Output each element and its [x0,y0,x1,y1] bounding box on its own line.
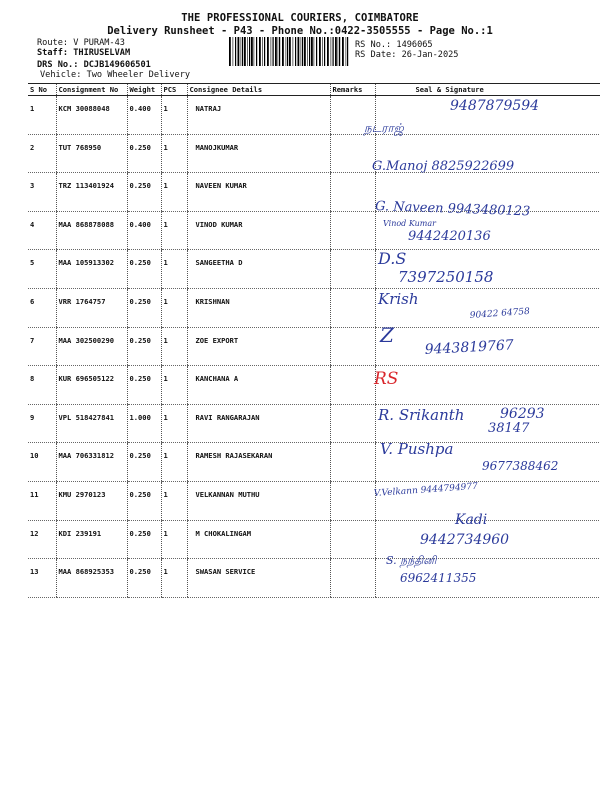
row-consignment: MAA 105913302 [56,250,127,289]
row-sno: 9 [28,404,56,443]
row-pcs: 1 [161,520,187,559]
row-remarks [330,559,375,598]
row-consignee: ZOE EXPORT [187,327,330,366]
handwriting-row12-phone: 9442734960 [420,532,510,548]
handwriting-row1-name: நடராஜ் [364,121,404,135]
vehicle-label: Vehicle: Two Wheeler Delivery [40,70,191,80]
row-sno: 5 [28,250,56,289]
col-pcs: PCS [161,84,187,96]
row-signature-cell [375,404,600,443]
table-row [28,366,600,405]
row-signature-cell [375,134,600,173]
row-consignment: MAA 302500290 [56,327,127,366]
table-row [28,96,600,135]
row-pcs: 1 [161,404,187,443]
row-sno: 4 [28,211,56,250]
route-label: Route: V PURAM-43 [37,38,125,48]
table-row [28,520,600,559]
handwriting-row9-name: R. Srikanth [378,406,465,424]
row-pcs: 1 [161,173,187,212]
row-sno: 12 [28,520,56,559]
row-signature-cell [375,366,600,405]
handwriting-row7-phone: 9443819767 [424,337,515,358]
row-pcs: 1 [161,288,187,327]
row-weight: 0.250 [127,366,161,405]
row-remarks [330,250,375,289]
row-remarks [330,211,375,250]
row-pcs: 1 [161,559,187,598]
row-signature-cell [375,327,600,366]
row-weight: 0.250 [127,520,161,559]
row-signature-cell [375,481,600,520]
col-remarks: Remarks [330,84,375,96]
handwriting-row13-name: S. நந்தினி [386,554,437,567]
handwriting-row2: G.Manoj 8825922699 [372,159,515,174]
row-remarks [330,173,375,212]
row-consignee: KRISHNAN [187,288,330,327]
table-header-row [28,84,600,96]
table-row [28,134,600,173]
handwriting-row6-phone: 90422 64758 [469,306,531,321]
table-row [28,288,600,327]
row-weight: 0.250 [127,327,161,366]
handwriting-row9-phone-a: 96293 [500,406,545,422]
row-consignee: SWASAN SERVICE [187,559,330,598]
row-weight: 0.250 [127,288,161,327]
drs-number: DRS No.: DCJB149606501 [37,60,151,70]
row-signature-cell [375,443,600,482]
handwriting-row11: V.Velkann 9444794977 [373,481,479,499]
row-consignee: VINOD KUMAR [187,211,330,250]
row-pcs: 1 [161,481,187,520]
company-title: THE PROFESSIONAL COURIERS, COIMBATORE [181,12,419,24]
row-remarks [330,481,375,520]
row-remarks [330,96,375,135]
row-consignee: NATRAJ [187,96,330,135]
row-signature-cell [375,96,600,135]
row-remarks [330,134,375,173]
row-consignment: TUT 768950 [56,134,127,173]
row-signature-cell [375,211,600,250]
handwriting-row10-phone: 9677388462 [482,459,559,473]
col-signature: Seal & Signature [375,84,600,96]
row-pcs: 1 [161,96,187,135]
handwriting-row12-sig: Kadi [455,512,488,528]
row-signature-cell [375,559,600,598]
row-consignee: SANGEETHA D [187,250,330,289]
col-sno: S No [28,84,56,96]
row-sno: 13 [28,559,56,598]
row-weight: 0.250 [127,481,161,520]
row-weight: 0.250 [127,559,161,598]
handwriting-row10-name: V. Pushpa [380,440,454,458]
row-weight: 0.400 [127,96,161,135]
handwriting-row3: G. Naveen 9943480123 [374,199,531,220]
row-signature-cell [375,250,600,289]
row-weight: 1.000 [127,404,161,443]
table-row [28,250,600,289]
row-pcs: 1 [161,366,187,405]
row-signature-cell [375,288,600,327]
table-row [28,327,600,366]
row-signature-cell [375,173,600,212]
row-remarks [330,366,375,405]
row-consignment: KMU 2970123 [56,481,127,520]
table-row [28,211,600,250]
row-consignee: RAMESH RAJASEKARAN [187,443,330,482]
handwriting-row9-phone-b: 38147 [488,421,530,436]
col-weight: Weight [127,84,161,96]
row-weight: 0.250 [127,173,161,212]
row-sno: 10 [28,443,56,482]
row-consignee: KANCHANA A [187,366,330,405]
table-row [28,481,600,520]
table-row [28,404,600,443]
row-consignment: VPL 518427841 [56,404,127,443]
row-pcs: 1 [161,250,187,289]
rs-number: RS No.: 1496065 [355,40,433,50]
row-consignee: NAVEEN KUMAR [187,173,330,212]
row-sno: 1 [28,96,56,135]
row-consignment: MAA 706331812 [56,443,127,482]
row-sno: 6 [28,288,56,327]
handwriting-row13-phone: 6962411355 [400,571,477,585]
row-consignment: MAA 868925353 [56,559,127,598]
col-consignment: Consignment No [56,84,127,96]
row-remarks [330,288,375,327]
row-remarks [330,404,375,443]
runsheet-title: Delivery Runsheet - P43 - Phone No.:0422-3505555 - Page No.:1 [107,25,493,37]
row-remarks [330,520,375,559]
row-weight: 0.250 [127,250,161,289]
row-weight: 0.250 [127,443,161,482]
handwriting-row5-phone: 7397250158 [398,268,494,286]
row-pcs: 1 [161,134,187,173]
barcode [228,37,350,66]
runsheet-table [28,83,600,598]
row-pcs: 1 [161,211,187,250]
row-weight: 0.400 [127,211,161,250]
col-consignee: Consignee Details [187,84,330,96]
row-pcs: 1 [161,327,187,366]
handwriting-row7-sig: Z [380,323,394,347]
row-consignee: RAVI RANGARAJAN [187,404,330,443]
row-consignment: KDI 239191 [56,520,127,559]
row-sno: 3 [28,173,56,212]
row-weight: 0.250 [127,134,161,173]
handwriting-row4-name: Vinod Kumar [383,219,436,228]
handwriting-row5-sig: D.S [378,249,407,268]
row-consignee: M CHOKALINGAM [187,520,330,559]
row-consignment: VRR 1764757 [56,288,127,327]
row-remarks [330,443,375,482]
row-consignee: MANOJKUMAR [187,134,330,173]
row-consignment: TRZ 113401924 [56,173,127,212]
row-sno: 2 [28,134,56,173]
row-signature-cell [375,520,600,559]
row-remarks [330,327,375,366]
table-row [28,173,600,212]
row-sno: 7 [28,327,56,366]
staff-label: Staff: THIRUSELVAM [37,48,131,58]
row-sno: 11 [28,481,56,520]
row-sno: 8 [28,366,56,405]
row-consignment: MAA 868878088 [56,211,127,250]
stamp-row8: RS [374,369,399,389]
row-pcs: 1 [161,443,187,482]
table-row [28,443,600,482]
row-consignee: VELKANNAN MUTHU [187,481,330,520]
handwriting-row1-phone: 9487879594 [450,98,540,114]
handwriting-row4-phone: 9442420136 [408,229,491,244]
row-consignment: KCM 30088048 [56,96,127,135]
handwriting-row6-sig: Krish [378,290,419,308]
rs-date: RS Date: 26-Jan-2025 [355,50,459,60]
row-consignment: KUR 696505122 [56,366,127,405]
table-row [28,559,600,598]
